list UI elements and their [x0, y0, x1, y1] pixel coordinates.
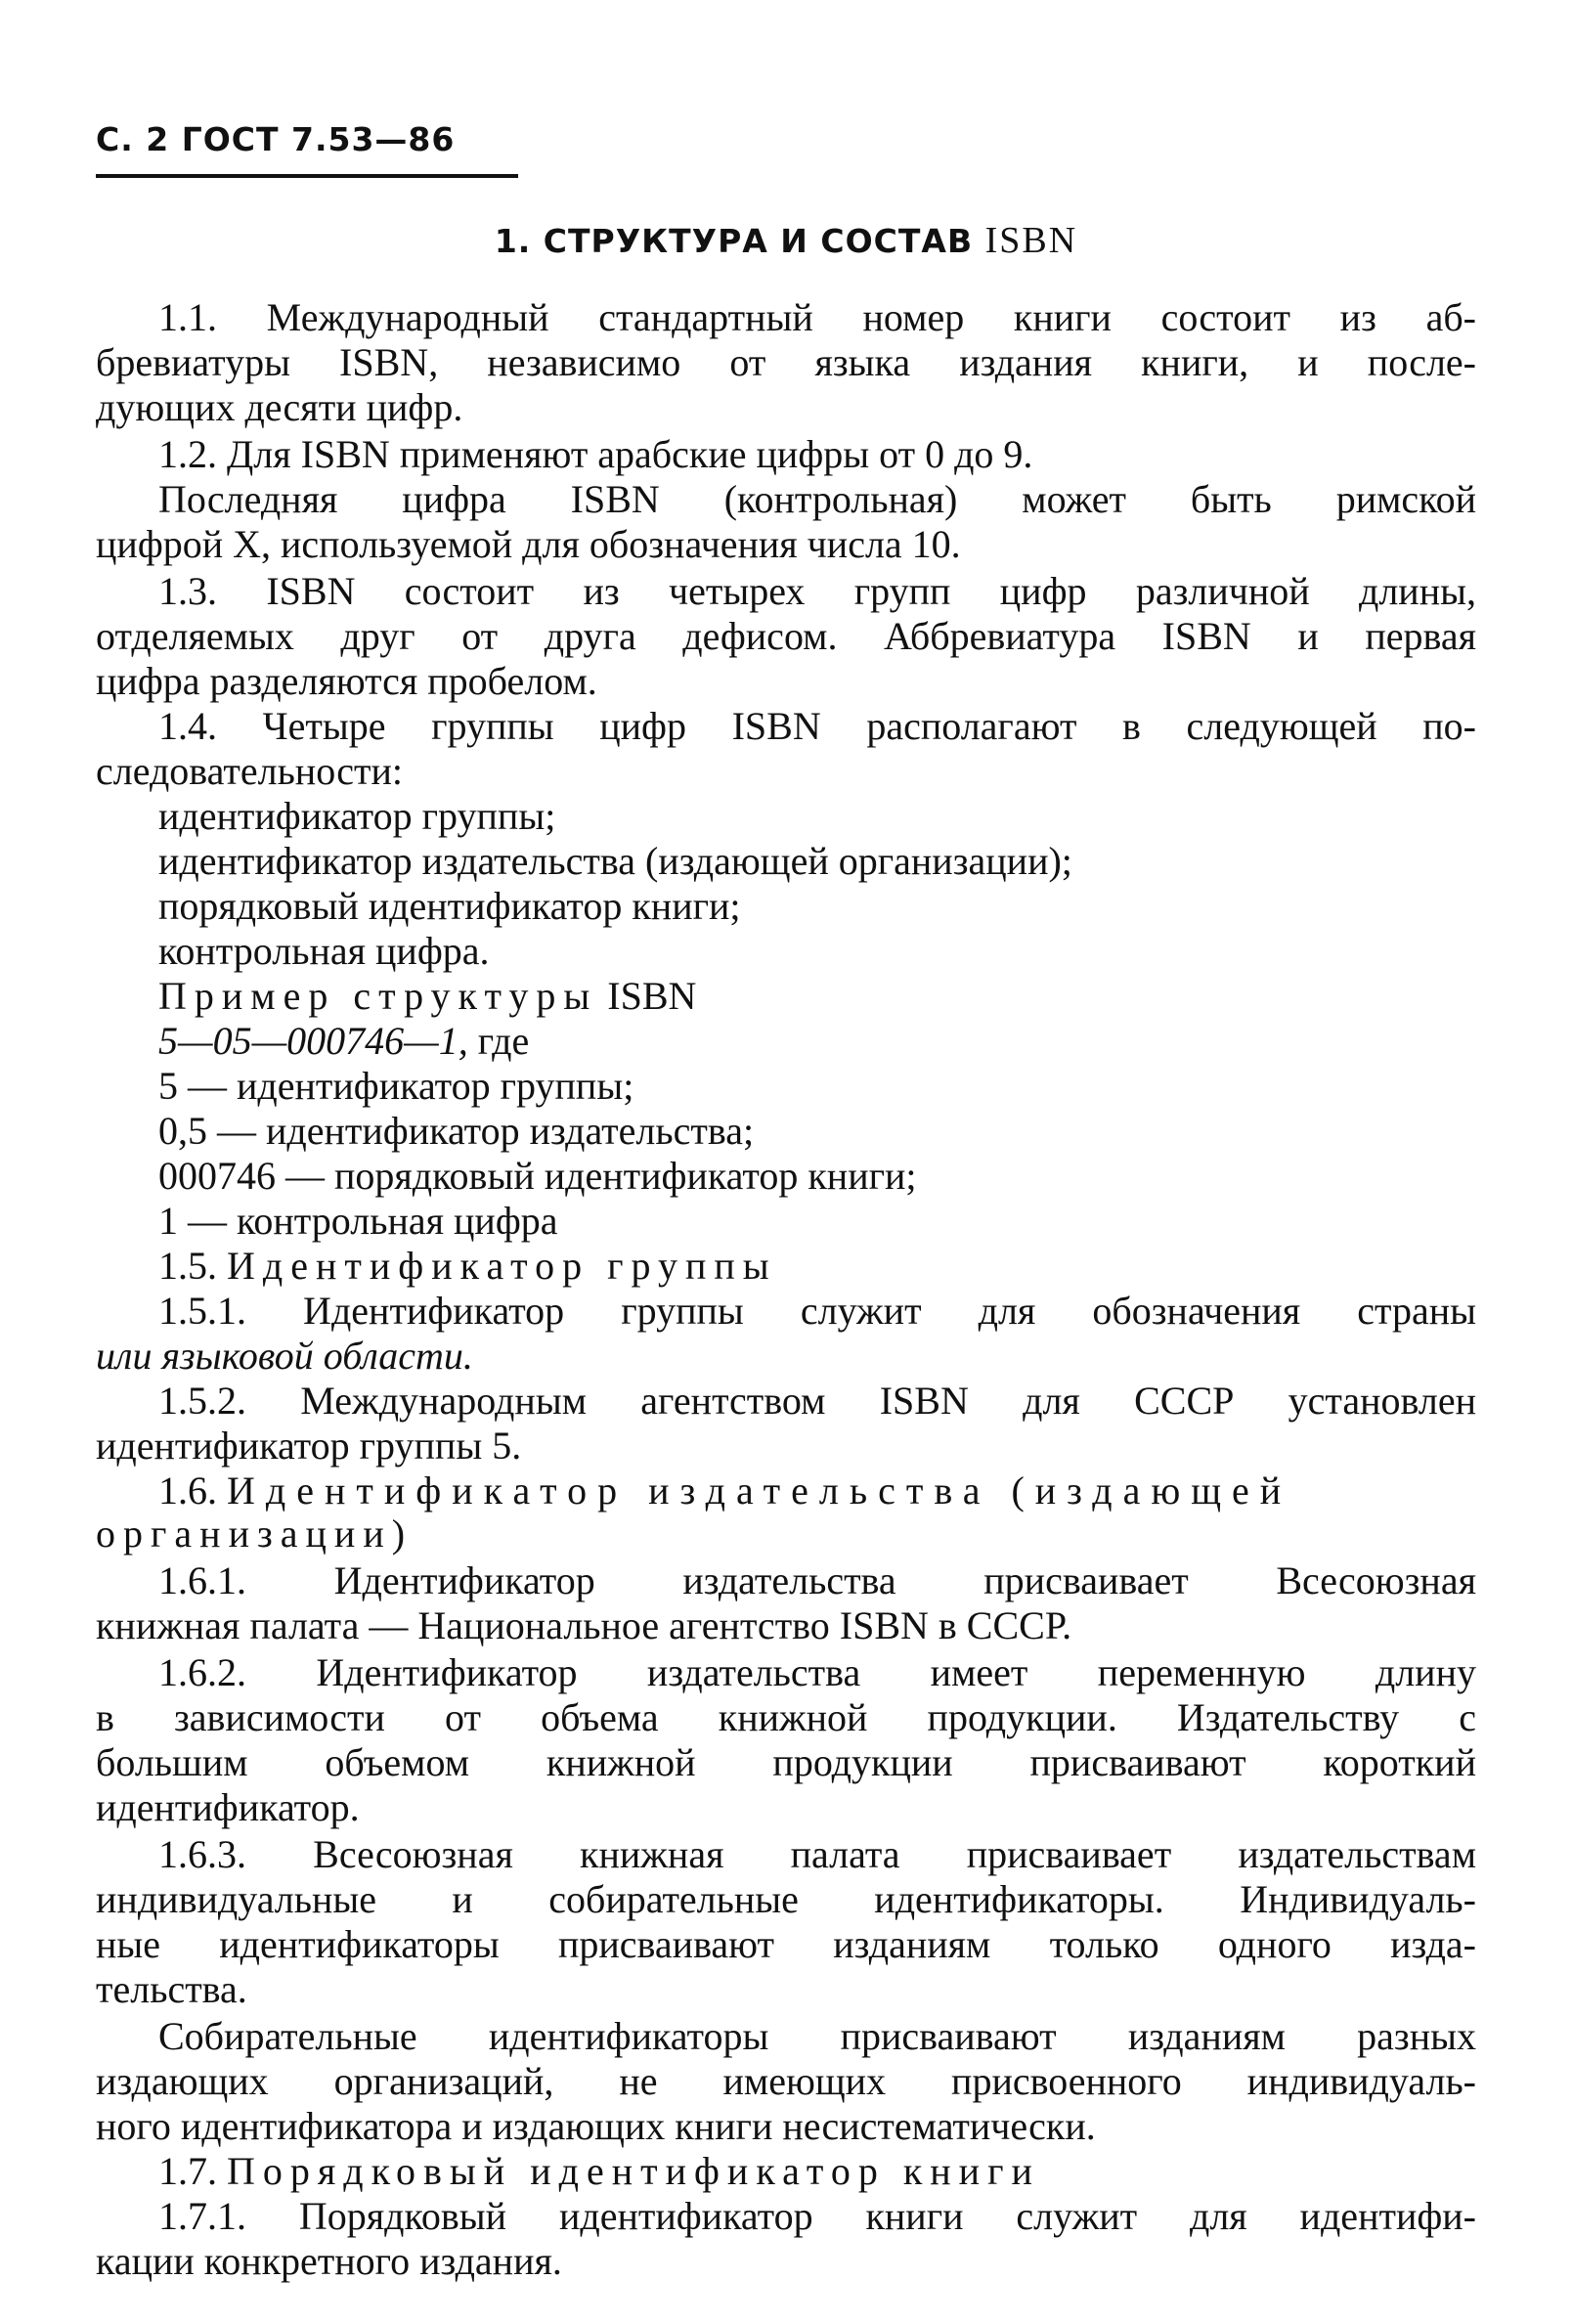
- text-line: бревиатуры ISBN, независимо от языка издания книги, и после-: [96, 340, 1476, 384]
- text-line: 1.4. Четыре группы цифр ISBN располагают в следующей по-: [158, 704, 1476, 748]
- text-span: ISBN: [597, 974, 697, 1018]
- text-line: [158, 1469, 1476, 1513]
- text-line: 1.7.1. Порядковый идентификатор книги служит для идентифи-: [158, 2194, 1476, 2238]
- text-line: издающих организаций, не имеющих присвоенного индивидуаль-: [96, 2059, 1476, 2103]
- text-line: дующих десяти цифр.: [96, 385, 463, 429]
- text-line: 1.5.1. Идентификатор группы служит для обозначения страны: [158, 1289, 1476, 1333]
- text-line: 1 — контрольная цифра: [158, 1199, 558, 1243]
- text-line: большим объемом книжной продукции присваивают короткий: [96, 1740, 1476, 1784]
- text-line: идентификатор издательства (издающей организации);: [158, 839, 1072, 883]
- text-line: [158, 974, 1476, 1019]
- text-line: 1.6.3. Всесоюзная книжная палата присваивает издательствам: [158, 1832, 1476, 1876]
- text-line: идентификатор группы;: [158, 794, 556, 838]
- text-line: Последняя цифра ISBN (контрольная) может быть римской: [158, 477, 1476, 521]
- text-line: книжная палата — Национальное агентство ISBN в СССР.: [96, 1603, 1072, 1647]
- text-line: идентификатор.: [96, 1785, 360, 1829]
- text-line: или языковой области.: [96, 1334, 473, 1378]
- text-line: [158, 2149, 1476, 2194]
- text-line: цифра разделяются пробелом.: [96, 659, 597, 703]
- section-title-text: 1. СТРУКТУРА И СОСТАВ: [494, 222, 974, 260]
- text-span: где: [467, 1019, 530, 1063]
- isbn-example: 5—05—000746—1,: [158, 1019, 468, 1063]
- page-header: С. 2 ГОСТ 7.53—86: [96, 120, 456, 158]
- text-line: 1.3. ISBN состоит из четырех групп цифр различной длины,: [158, 569, 1476, 613]
- text-line: 1.6.2. Идентификатор издательства имеет переменную длину: [158, 1650, 1476, 1694]
- text-line: 1.5.2. Международным агентством ISBN для СССР установлен: [158, 1379, 1476, 1423]
- spaced-text: Идентификатор группы: [227, 1244, 777, 1288]
- text-line: отделяемых друг от друга дефисом. Аббревиатура ISBN и первая: [96, 614, 1476, 658]
- text-line: 5 — идентификатор группы;: [158, 1064, 634, 1108]
- text-line: 1.1. Международный стандартный номер книги состоит из аб-: [158, 295, 1476, 339]
- text-line: 1.6.1. Идентификатор издательства присваивает Всесоюзная: [158, 1558, 1476, 1602]
- text-line: индивидуальные и собирательные идентификаторы. Индивидуаль-: [96, 1877, 1476, 1921]
- text-line: [158, 1019, 1476, 1064]
- spaced-text: организации): [96, 1512, 414, 1556]
- text-line: 1.2. Для ISBN применяют арабские цифры от 0 до 9.: [158, 432, 1033, 476]
- section-title: [0, 219, 1572, 262]
- spaced-text: Пример структуры: [158, 974, 598, 1018]
- text-line: порядковый идентификатор книги;: [158, 884, 741, 928]
- spaced-text: Идентификатор издательства (издающей: [227, 1469, 1292, 1513]
- text-line: ные идентификаторы присваивают изданиям только одного изда-: [96, 1922, 1476, 1966]
- text-line: идентификатор группы 5.: [96, 1424, 522, 1468]
- text-line: 0,5 — идентификатор издательства;: [158, 1109, 755, 1153]
- text-line: контрольная цифра.: [158, 929, 490, 973]
- text-span: 1.6.: [158, 1469, 227, 1513]
- text-span: 1.7.: [158, 2149, 227, 2193]
- section-title-isbn: ISBN: [984, 220, 1078, 261]
- text-line: [158, 1244, 1476, 1289]
- header-rule: [96, 174, 518, 178]
- text-line: ного идентификатора и издающих книги несистематически.: [96, 2104, 1096, 2148]
- text-line: в зависимости от объема книжной продукции. Издательству с: [96, 1695, 1476, 1739]
- text-line: цифрой X, используемой для обозначения числа 10.: [96, 522, 961, 566]
- text-line: 000746 — порядковый идентификатор книги;: [158, 1154, 917, 1198]
- text-span: 1.5.: [158, 1244, 227, 1288]
- text-line: [96, 1512, 1476, 1557]
- text-line: Собирательные идентификаторы присваивают изданиям разных: [158, 2014, 1476, 2058]
- text-line: следовательности:: [96, 749, 403, 793]
- text-line: тельства.: [96, 1967, 247, 2011]
- text-line: кации конкретного издания.: [96, 2239, 562, 2283]
- spaced-text: Порядковый идентификатор книги: [227, 2149, 1040, 2193]
